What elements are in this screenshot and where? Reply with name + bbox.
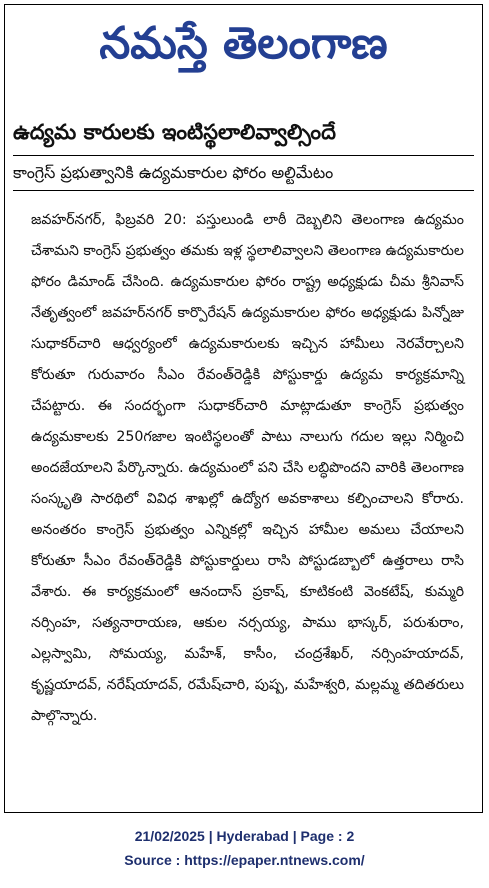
article-body [31,205,464,732]
article-headline: ఉద్యమ కారులకు ఇంటిస్థలాలివ్వాల్సిందే [13,120,336,144]
newspaper-clipping [4,4,483,813]
source-line: Source : https://epaper.ntnews.com/ [124,852,365,868]
publication-date-line: 21/02/2025 | Hyderabad | Page : 2 [134,828,355,844]
newspaper-masthead: నమస్తే తెలంగాణ [99,18,388,69]
article-subheadline: కాంగ్రెస్ ప్రభుత్వానికి ఉద్యమకారుల ఫోరం అల్టిమేటం [13,155,474,191]
article-paragraph: జవహర్‌నగర్, ఫిబ్రవరి 20: పస్తులుండి లాఠీ దెబ్బలిని తెలంగాణ ఉద్యమం చేశామని కాంగ్రెస్ ప్రభుత్వం తమకు ఇళ్ల స్థలాలివ్వాలని తెలంగాణ ఉద్యమకారుల ఫోరం డిమాండ్ చేసింది. ఉద్యమకారుల ఫోరం రాష్ట్ర అధ్యక్షుడు చీమ శ్రీనివాస్ నేతృత్వంలో జవహర్‌నగర్ కార్పొరేషన్ ఉద్యమకారుల ఫోరం అధ్యక్షుడు పిన్నోజు సుధాకర్‌చారి ఆధ్వర్యంలో ఉద్యమకారులకు ఇచ్చిన హామీలు నెరవేర్చాలని కోరుతూ గురువారం సీఎం రేవంత్‌రెడ్డికి పోస్టుకార్డు ఉద్యమ కార్యక్రమాన్ని చేపట్టారు. ఈ సందర్భంగా సుధాకర్‌చారి మాట్లాడుతూ కాంగ్రెస్ ప్రభుత్వం ఉద్యమకాలకు 250గజాల ఇంటిస్థలంతో పాటు నాలుగు గదుల ఇల్లు నిర్మించి అందజేయాలని పేర్కొన్నారు. ఉద్యమంలో పని చేసి లబ్ధిపొందని వారికి తెలంగాణ సంస్కృతి సారథిలో వివిధ శాఖల్లో ఉద్యోగ అవకాశాలు కల్పించాలని కోరారు. అనంతరం కాంగ్రెస్ ప్రభుత్వం ఎన్నికల్లో ఇచ్చిన హామీల అమలు చేయాలని కోరుతూ సీఎం రేవంత్‌రెడ్డికి పోస్టుకార్డులు రాసి పోస్టుడబ్బాలో ఉత్తరాలు రాసి వేశారు. ఈ కార్యక్రమంలో ఆనందాస్ ప్రకాష్, కూటికంటి వెంకటేష్, కుమ్మరి నర్సింహ, సత్యనారాయణ, ఆకుల నర్సయ్య, పాము భాస్కర్, పరుశురాం, ఎల్లస్వామి, సోమయ్య, మహేశ్, కాసీం, చంద్రశేఖర్, నర్సింహయాదవ్, కృష్ణయాదవ్, నరేష్‌యాదవ్, రమేష్‌చారి, పుష్ప, మహేశ్వరి, మల్లమ్మ తదితరులు పాల్గొన్నారు. [31,212,464,724]
